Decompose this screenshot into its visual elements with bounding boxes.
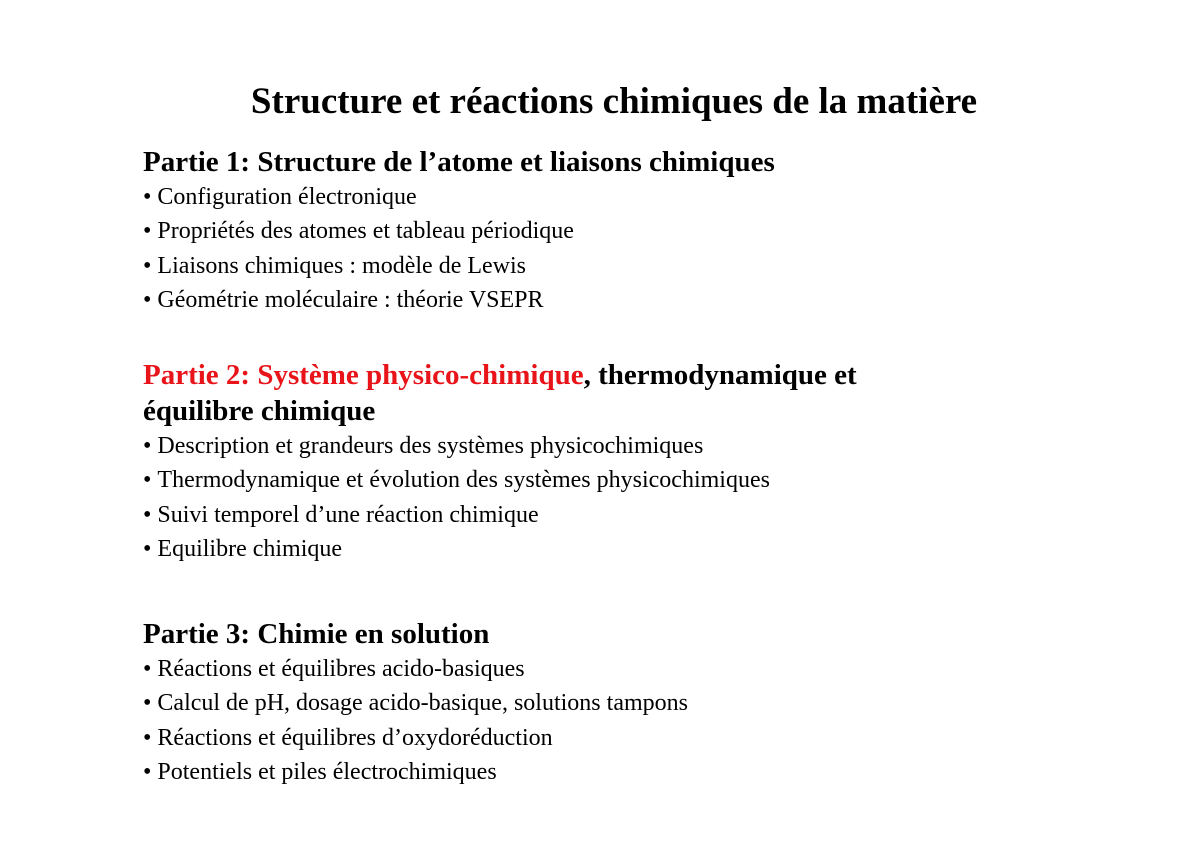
list-item-text: Réactions et équilibres d’oxydoréduction: [157, 724, 553, 751]
list-item: [143, 498, 1143, 532]
list-item: [143, 249, 1143, 283]
page-title: Structure et réactions chimiques de la matière: [250, 81, 978, 122]
list-item-text: Potentiels et piles électrochimiques: [157, 758, 497, 785]
list-item-text: Réactions et équilibres acido-basiques: [157, 656, 525, 682]
bullet-icon: •: [143, 252, 152, 279]
section-partie-3: [143, 616, 1143, 789]
section-heading: [143, 357, 1143, 393]
section-heading-highlight: Partie 2: Système physico-chimique: [143, 359, 584, 391]
list-item: [143, 463, 1143, 497]
bullet-icon: •: [143, 433, 152, 459]
bullet-icon: •: [143, 218, 152, 245]
bullet-icon: •: [143, 535, 152, 562]
section-partie-1: [143, 144, 1143, 317]
list-item: [143, 652, 1143, 686]
list-item: [143, 429, 1143, 463]
list-item-text: Configuration électronique: [157, 184, 417, 210]
bullet-icon: •: [143, 286, 152, 313]
bullet-icon: •: [143, 724, 152, 751]
bullet-icon: •: [143, 656, 152, 682]
list-item: [143, 721, 1143, 755]
list-item: [143, 283, 1143, 317]
list-item-text: Thermodynamique et évolution des systèmes physicochimiques: [157, 467, 770, 494]
item-list: [143, 429, 1143, 566]
list-item-text: Liaisons chimiques : modèle de Lewis: [157, 252, 526, 279]
section-heading: Partie 3: Chimie en solution: [143, 618, 490, 650]
list-item-text: Calcul de pH, dosage acido-basique, solutions tampons: [157, 690, 688, 717]
bullet-icon: •: [143, 501, 152, 528]
list-item-text: Equilibre chimique: [157, 535, 343, 562]
list-item-text: Géométrie moléculaire : théorie VSEPR: [157, 286, 544, 313]
bullet-icon: •: [143, 184, 152, 210]
item-list: [143, 652, 1143, 789]
section-partie-2: [143, 357, 1143, 566]
bullet-icon: •: [143, 758, 152, 785]
section-heading: Partie 1: Structure de l’atome et liaisons chimiques: [143, 146, 775, 178]
section-heading-line2: équilibre chimique: [143, 395, 376, 427]
item-list: [143, 180, 1143, 317]
list-item: [143, 686, 1143, 720]
section-heading-rest: , thermodynamique et: [583, 359, 857, 391]
bullet-icon: •: [143, 467, 152, 494]
bullet-icon: •: [143, 690, 152, 717]
list-item: [143, 214, 1143, 248]
list-item-text: Description et grandeurs des systèmes physicochimiques: [157, 433, 704, 459]
list-item: [143, 532, 1143, 566]
list-item-text: Propriétés des atomes et tableau périodique: [157, 218, 574, 245]
list-item-text: Suivi temporel d’une réaction chimique: [157, 501, 539, 528]
list-item: [143, 755, 1143, 789]
list-item: [143, 180, 1143, 214]
